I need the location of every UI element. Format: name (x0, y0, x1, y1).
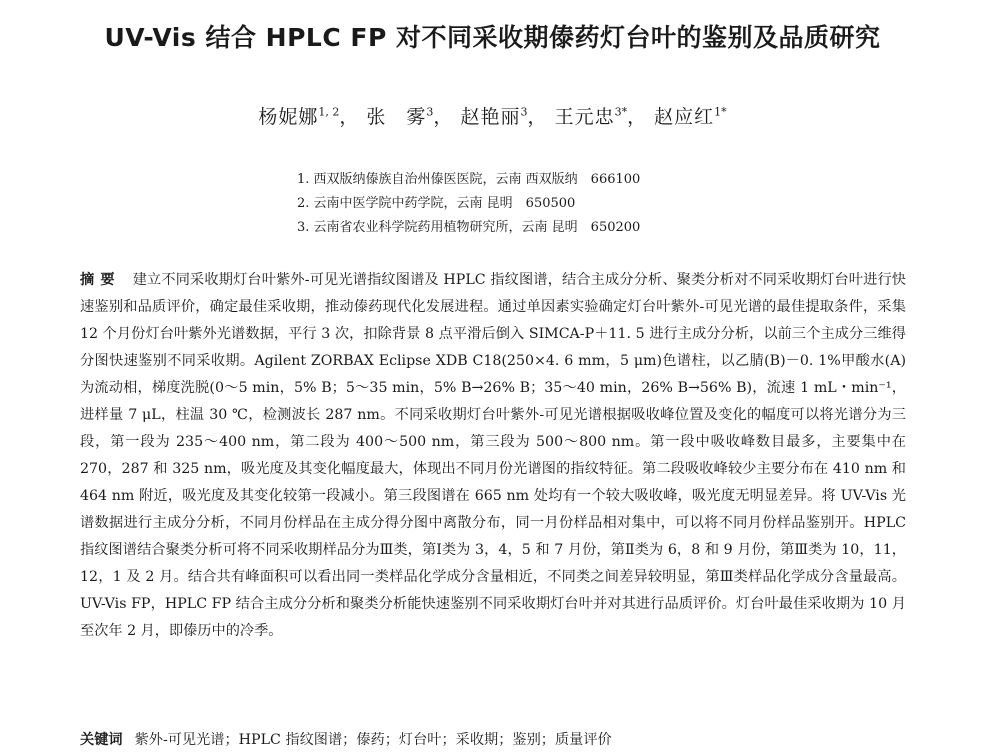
abstract-heading: 摘要 (80, 272, 121, 288)
author-separator: ， (339, 106, 360, 128)
author-name: 张 雾 (366, 106, 427, 128)
affiliation-item: 2. 云南中医学院中药学院，云南 昆明 650500 (297, 196, 576, 211)
author-affil-mark: 3 (426, 105, 434, 119)
keywords-heading: 关键词 (80, 732, 123, 748)
abstract (80, 267, 906, 645)
author-separator: ， (527, 106, 548, 128)
affiliation-item: 1. 西双版纳傣族自治州傣医医院，云南 西双版纳 666100 (297, 172, 641, 187)
author-affil-mark: 1* (714, 105, 727, 119)
affiliation-list (297, 168, 640, 240)
author-separator: ， (627, 106, 648, 128)
author-affil-mark: 3* (614, 105, 628, 119)
author-name: 赵应红 (654, 106, 715, 128)
author-separator: ， (433, 106, 454, 128)
author-list (0, 102, 985, 129)
author-affil-mark: 1, 2 (318, 105, 340, 119)
keywords (80, 728, 906, 752)
keywords-text: 紫外-可见光谱；HPLC 指纹图谱；傣药；灯台叶；采收期；鉴别；质量评价 (134, 732, 612, 748)
author-name: 赵艳丽 (460, 106, 521, 128)
affiliation-item: 3. 云南省农业科学院药用植物研究所，云南 昆明 650200 (297, 220, 641, 235)
paper-title: UV-Vis 结合 HPLC FP 对不同采收期傣药灯台叶的鉴别及品质研究 (104, 23, 881, 52)
abstract-text: 建立不同采收期灯台叶紫外-可见光谱指纹图谱及 HPLC 指纹图谱，结合主成分分析、聚类分析对不同采收期灯台叶进行快速鉴别和品质评价，确定最佳采收期，推动傣药现代化发展进程。通过单因素实验确定灯台叶紫外-可见光谱的最佳提取条件，采集 12 个月份灯台叶紫外光谱数据，平行 3 次，扣除背景 8 点平滑后倒入 SIMCA-P＋11. 5 进行主成分分析，以前三个主成分三维得分图快速鉴别不同采收期。Agilent ZORBAX Eclipse XDB C18(250×4. 6 mm，5 μm)色谱柱，以乙腈(B)－0. 1%甲酸水(A)为流动相，梯度洗脱(0～5 min，5% B；5～35 min，5% B→26% B；35～40 min，26% B→56% B)，流速 1 mL・min⁻¹，进样量 7 μL，柱温 30 ℃，检测波长 287 nm。不同采收期灯台叶紫外-可见光谱根据吸收峰位置及变化的幅度可以将光谱分为三段，第一段为 235～400 nm，第二段为 400～500 nm，第三段为 500～800 nm。第一段中吸收峰数目最多，主要集中在 270，287 和 325 nm，吸光度及其变化幅度最大，体现出不同月份光谱图的指纹特征。第二段吸收峰较少主要分布在 410 nm 和 464 nm 附近，吸光度及其变化较第一段减小。第三段图谱在 665 nm 处均有一个较大吸收峰，吸光度无明显差异。将 UV-Vis 光谱数据进行主成分分析，不同月份样品在主成分得分图中离散分布，同一月份样品相对集中，可以将不同月份样品鉴别开。HPLC 指纹图谱结合聚类分析可将不同采收期样品分为Ⅲ类，第Ⅰ类为 3，4，5 和 7 月份，第Ⅱ类为 6，8 和 9 月份，第Ⅲ类为 10，11，12，1 及 2 月。结合共有峰面积可以看出同一类样品化学成分含量相近，不同类之间差异较明显，第Ⅲ类样品化学成分含量最高。UV-Vis FP，HPLC FP 结合主成分分析和聚类分析能快速鉴别不同采收期灯台叶并对其进行品质评价。灯台叶最佳采收期为 10 月至次年 2 月，即傣历中的冷季。 (80, 272, 906, 639)
author-name: 杨妮娜 (258, 106, 319, 128)
author-name: 王元忠 (554, 106, 615, 128)
author-affil-mark: 3 (520, 105, 528, 119)
